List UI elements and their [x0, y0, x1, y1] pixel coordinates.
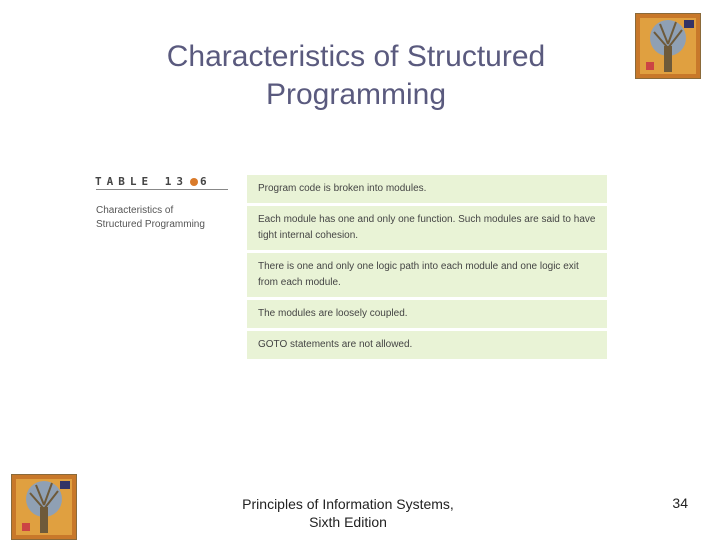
page-number: 34 [672, 495, 688, 511]
table-row: GOTO statements are not allowed. [247, 331, 607, 359]
table-description: Characteristics of Structured Programming [96, 205, 205, 230]
slide-title [100, 38, 612, 114]
title-line-2: Programming [265, 78, 447, 111]
table-row: The modules are loosely coupled. [247, 300, 607, 328]
table-label-suffix: 6 [199, 175, 212, 188]
table-label-prefix: TABLE 13 [95, 175, 188, 188]
title-line-1: Characteristics of Structured [166, 40, 546, 73]
footer-line-2: Sixth Edition [309, 514, 387, 530]
table-row: There is one and only one logic path into each module and one logic exit from each module. [247, 253, 607, 297]
caption-divider [96, 189, 228, 190]
footer-line-1: Principles of Information Systems, [242, 496, 454, 512]
table-caption [95, 172, 235, 190]
bullet-dot-icon [190, 178, 198, 186]
footer-text [230, 495, 466, 531]
characteristics-table [247, 175, 607, 362]
tree-logo-icon [11, 474, 77, 540]
tree-logo-icon [635, 13, 701, 79]
table-row: Each module has one and only one function. Such modules are said to have tight internal cohesion. [247, 206, 607, 250]
table-row: Program code is broken into modules. [247, 175, 607, 203]
table-label [95, 175, 212, 188]
